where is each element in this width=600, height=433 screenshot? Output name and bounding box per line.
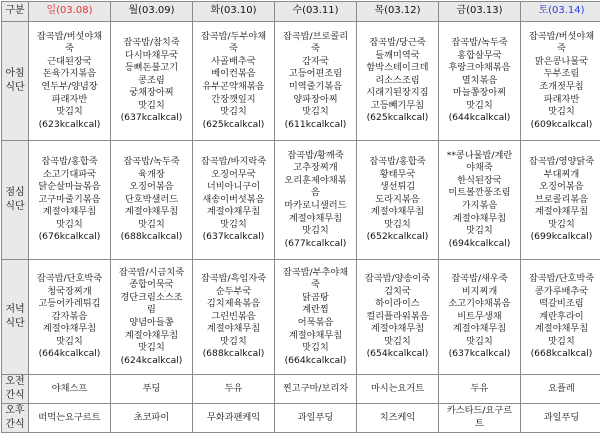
corner-header: 구분 [2,2,29,22]
menu-line: 간장깻잎지 [194,94,273,107]
menu-line: 야채죽 [440,162,519,175]
menu-line: 식단 [3,200,27,214]
menu-line: 홍합살무국 [440,50,519,63]
menu-cell-fri [439,22,521,141]
menu-line: 콩조림 [112,75,191,88]
menu-line: 잡곡밥/단호박죽 [522,273,600,286]
menu-line: 식단 [3,317,27,331]
menu-line: 떡갈비조림 [522,298,600,311]
menu-line: 계절야채무침 [522,206,600,219]
menu-cell-thu [357,141,439,260]
menu-line: 계절야채무침 [194,323,273,336]
menu-line: 오리훈제야채볶 [276,175,355,188]
menu-line: 파래자반 [522,94,600,107]
menu-cell-tue [193,22,275,141]
menu-cell-sun [29,260,111,375]
menu-line: 죽 [194,43,273,56]
menu-cell-mon [111,260,193,375]
menu-line: 미트볼깐풍조림 [440,187,519,200]
menu-line: 부대찌개 [522,169,600,182]
menu-line: (654kcalkcal) [358,348,437,361]
menu-line: 잡곡밥/녹두죽 [112,156,191,169]
menu-line: 궁채장아찌 [112,87,191,100]
menu-line: 치즈케익 [358,412,437,425]
menu-line: 트 [440,418,519,431]
menu-line: (623kcalkcal) [30,119,109,132]
menu-line: 계란찜 [276,304,355,317]
day-header-fri: 금(03.13) [439,2,521,22]
menu-line: (652kcalkcal) [358,231,437,244]
menu-line: 잡곡밥/참치죽 [112,37,191,50]
menu-line: 맛김치 [30,219,109,232]
menu-line: 감자볶음 [30,311,109,324]
menu-line: 맛김치 [30,106,109,119]
menu-cell-fri [439,404,521,433]
menu-line: 계절야채무침 [358,206,437,219]
menu-line: 고등빼기무침 [358,100,437,113]
menu-line: 가지볶음 [440,200,519,213]
menu-line: (625kcalkcal) [358,112,437,125]
menu-line: 소고기야채볶음 [440,298,519,311]
menu-line: 유부곤약채볶음 [194,81,273,94]
menu-line: 브로콜리볶음 [522,194,600,207]
menu-line: 리소스조림 [358,75,437,88]
menu-line: 함박스테이크데 [358,62,437,75]
day-header-wed: 수(03.11) [275,2,357,22]
menu-line: 잡곡밥/부추야채 [276,267,355,280]
menu-line: 간식 [3,418,27,432]
menu-line: 맛김치 [440,336,519,349]
menu-cell-mon [111,141,193,260]
row-label [2,260,29,375]
menu-line: 마시는요거트 [358,383,437,396]
menu-line: 고등어편조림 [276,68,355,81]
menu-line: 닭순살마늘볶음 [30,181,109,194]
menu-line: 사골배추국 [194,56,273,69]
menu-line: 잡곡밥/양송이죽 [358,273,437,286]
menu-cell-sun [29,404,111,433]
menu-cell-wed [275,404,357,433]
menu-line: 떠먹는요구르트 [30,412,109,425]
row-label [2,404,29,433]
menu-line: 맛김치 [276,342,355,355]
menu-cell-sun [29,375,111,404]
menu-line: (688kcalkcal) [112,231,191,244]
day-header-thu: 목(03.12) [357,2,439,22]
menu-row [2,404,600,433]
menu-line: 잡곡밥/시금치죽 [112,267,191,280]
menu-row [2,22,600,141]
menu-line: 시래기된장지짐 [358,87,437,100]
menu-line: 맛김치 [276,225,355,238]
menu-line: 고등어카레튀김 [30,298,109,311]
menu-line: (637kcalkcal) [194,231,273,244]
menu-line: 등뼈돈불고기 [112,62,191,75]
menu-line: 잡곡밥/브로콜리 [276,31,355,44]
menu-cell-sat [521,22,600,141]
menu-line: 연두부/양념장 [30,81,109,94]
menu-line: 비지찌개 [440,286,519,299]
menu-line: 잡곡밥/바지락죽 [194,156,273,169]
menu-cell-fri [439,260,521,375]
menu-line: 계절야채무침 [358,323,437,336]
menu-cell-tue [193,404,275,433]
menu-line: 순두부국 [194,286,273,299]
menu-cell-mon [111,404,193,433]
menu-line: 죽 [522,43,600,56]
menu-line: 잡곡밥/버섯야채 [522,31,600,44]
menu-line: 종합어묵국 [112,279,191,292]
menu-cell-sun [29,141,111,260]
menu-cell-thu [357,404,439,433]
menu-line: 새송이버섯볶음 [194,194,273,207]
menu-line: 콩가루배추국 [522,286,600,299]
row-label [2,375,29,404]
menu-line: 잡곡밥/새우죽 [440,273,519,286]
menu-line: 단호박샐러드 [112,194,191,207]
menu-line: 죽 [276,43,355,56]
menu-line: 맛김치 [194,336,273,349]
menu-line: 파래자반 [30,94,109,107]
menu-line: 초코파이 [112,412,191,425]
menu-line: 양파장아찌 [276,94,355,107]
menu-line: 마늘쫑장아찌 [440,87,519,100]
menu-cell-sat [521,141,600,260]
menu-line: **콩나물밥/계란 [440,150,519,163]
menu-line: 오징어무국 [194,169,273,182]
menu-line: 닭곰탕 [276,292,355,305]
menu-line: (644kcalkcal) [440,112,519,125]
menu-cell-sat [521,375,600,404]
menu-line: 죽 [276,279,355,292]
menu-line: 죽 [30,43,109,56]
menu-line: 조개젓무침 [522,81,600,94]
menu-line: 후랑크야채볶음 [440,62,519,75]
menu-cell-sat [521,404,600,433]
menu-line: 오후 [3,404,27,418]
menu-line: 잡곡밥/당근죽 [358,37,437,50]
menu-cell-wed [275,22,357,141]
menu-line: 맛김치 [440,225,519,238]
menu-line: 잡곡밥/홍합죽 [358,156,437,169]
menu-line: 한식된장국 [440,175,519,188]
menu-line: 두부조림 [522,68,600,81]
menu-line: 계절야채무침 [440,323,519,336]
menu-line: 식단 [3,81,27,95]
menu-cell-thu [357,22,439,141]
menu-line: (676kcalkcal) [30,231,109,244]
header-row [2,2,600,22]
menu-line: 계란후라이 [522,311,600,324]
menu-cell-tue [193,141,275,260]
menu-cell-tue [193,375,275,404]
menu-line: 야채스프 [30,383,109,396]
menu-line: (699kcalkcal) [522,231,600,244]
menu-line: 과일푸딩 [276,412,355,425]
menu-line: 찐고구마/보리차 [276,383,355,396]
menu-line: (611kcalkcal) [276,119,355,132]
menu-line: 맛김치 [522,336,600,349]
menu-line: 도라지볶음 [358,194,437,207]
menu-line: (664kcalkcal) [30,348,109,361]
menu-cell-sat [521,260,600,375]
menu-line: 잡곡밥/버섯야채 [30,31,109,44]
menu-line: 경단크림소스조 [112,292,191,305]
menu-line: 마카로니샐러드 [276,200,355,213]
menu-line: 맛김치 [194,219,273,232]
menu-line: 청국장찌개 [30,286,109,299]
menu-line: 림 [112,304,191,317]
menu-line: 미역줄기볶음 [276,81,355,94]
menu-line: 생선튀김 [358,181,437,194]
menu-line: (664kcalkcal) [276,355,355,368]
menu-line: 감자국 [276,56,355,69]
menu-line: 베이컨볶음 [194,68,273,81]
menu-line: 고구마줄기볶음 [30,194,109,207]
row-label [2,141,29,260]
menu-line: (677kcalkcal) [276,238,355,251]
menu-cell-thu [357,260,439,375]
menu-line: 맛김치 [440,100,519,113]
menu-line: (688kcalkcal) [194,348,273,361]
menu-line: 맛김치 [30,336,109,349]
menu-line: 소고기대파국 [30,169,109,182]
menu-cell-wed [275,260,357,375]
menu-line: 멸치볶음 [440,75,519,88]
day-header-tue: 화(03.10) [193,2,275,22]
menu-line: 오징어볶음 [522,181,600,194]
menu-line: 맛김치 [194,106,273,119]
menu-line: 김치국 [358,286,437,299]
menu-line: 다시마채무국 [112,50,191,63]
menu-line: (625kcalkcal) [194,119,273,132]
menu-line: 음 [276,187,355,200]
menu-line: 그린빈볶음 [194,311,273,324]
menu-line: 푸딩 [112,383,191,396]
menu-line: 계절야채무침 [30,206,109,219]
menu-line: (668kcalkcal) [522,348,600,361]
menu-cell-wed [275,141,357,260]
row-label [2,22,29,141]
menu-line: 들깨미역국 [358,50,437,63]
menu-line: 과일푸딩 [522,412,600,425]
day-header-mon: 월(03.09) [111,2,193,22]
menu-line: 잡곡밥/녹두죽 [440,37,519,50]
menu-cell-wed [275,375,357,404]
menu-line: (694kcalkcal) [440,238,519,251]
menu-line: (637kcalkcal) [440,348,519,361]
menu-line: 아침 [3,67,27,81]
menu-row [2,141,600,260]
menu-line: (624kcalkcal) [112,355,191,368]
menu-line: 간식 [3,389,27,403]
day-header-sat: 토(03.14) [521,2,600,22]
menu-line: 계절야채무침 [276,330,355,343]
menu-line: 잡곡밥/홍합죽 [30,156,109,169]
menu-line: 맛김치 [522,106,600,119]
menu-line: 잡곡밥/황깨죽 [276,150,355,163]
menu-line: (609kcalkcal) [522,119,600,132]
menu-line: 카스타드/요구르 [440,405,519,418]
menu-cell-fri [439,141,521,260]
menu-line: 잡곡밥/단호박죽 [30,273,109,286]
weekly-menu-table [1,1,600,433]
menu-row [2,375,600,404]
menu-line: 맛김치 [522,219,600,232]
menu-line: 맛김치 [112,100,191,113]
menu-line: 고추장찌개 [276,162,355,175]
menu-line: 계절야채무침 [112,330,191,343]
menu-line: 돈육가지볶음 [30,68,109,81]
menu-line: 너비아니구이 [194,181,273,194]
menu-line: 근대된장국 [30,56,109,69]
menu-line: 맛김치 [358,336,437,349]
menu-cell-mon [111,22,193,141]
menu-line: 하이라이스 [358,298,437,311]
menu-line: 컬리플라워볶음 [358,311,437,324]
menu-line: 육개장 [112,169,191,182]
menu-line: 오전 [3,375,27,389]
menu-cell-tue [193,260,275,375]
menu-line: 양념아들쫑 [112,317,191,330]
menu-line: 계절야채무침 [30,323,109,336]
menu-line: 김치제육볶음 [194,298,273,311]
menu-line: 맛김치 [358,219,437,232]
menu-row [2,260,600,375]
menu-line: 맛김치 [112,219,191,232]
menu-cell-sun [29,22,111,141]
day-header-sun: 일(03.08) [29,2,111,22]
menu-line: 잡곡밥/두부야채 [194,31,273,44]
menu-line: 잡곡밥/영양닭죽 [522,156,600,169]
menu-line: 무화과팬케익 [194,412,273,425]
menu-line: 요플레 [522,383,600,396]
menu-cell-mon [111,375,193,404]
menu-line: 계절야채무침 [276,213,355,226]
menu-line: (637kcalkcal) [112,112,191,125]
menu-line: 두유 [440,383,519,396]
menu-cell-thu [357,375,439,404]
menu-line: 계절야채무침 [440,213,519,226]
menu-line: 계절야채무침 [112,206,191,219]
menu-line: 계절야채무침 [194,206,273,219]
menu-line: 맛김치 [276,106,355,119]
menu-cell-fri [439,375,521,404]
menu-line: 계절야채무침 [522,323,600,336]
menu-line: 황태무국 [358,169,437,182]
menu-line: 맑은콩나물국 [522,56,600,69]
menu-line: 잡곡밥/흑임자죽 [194,273,273,286]
menu-line: 비트무생채 [440,311,519,324]
menu-line: 오징어볶음 [112,181,191,194]
menu-line: 저녁 [3,303,27,317]
menu-line: 어묵볶음 [276,317,355,330]
menu-line: 맛김치 [112,342,191,355]
menu-line: 점심 [3,186,27,200]
menu-line: 두유 [194,383,273,396]
